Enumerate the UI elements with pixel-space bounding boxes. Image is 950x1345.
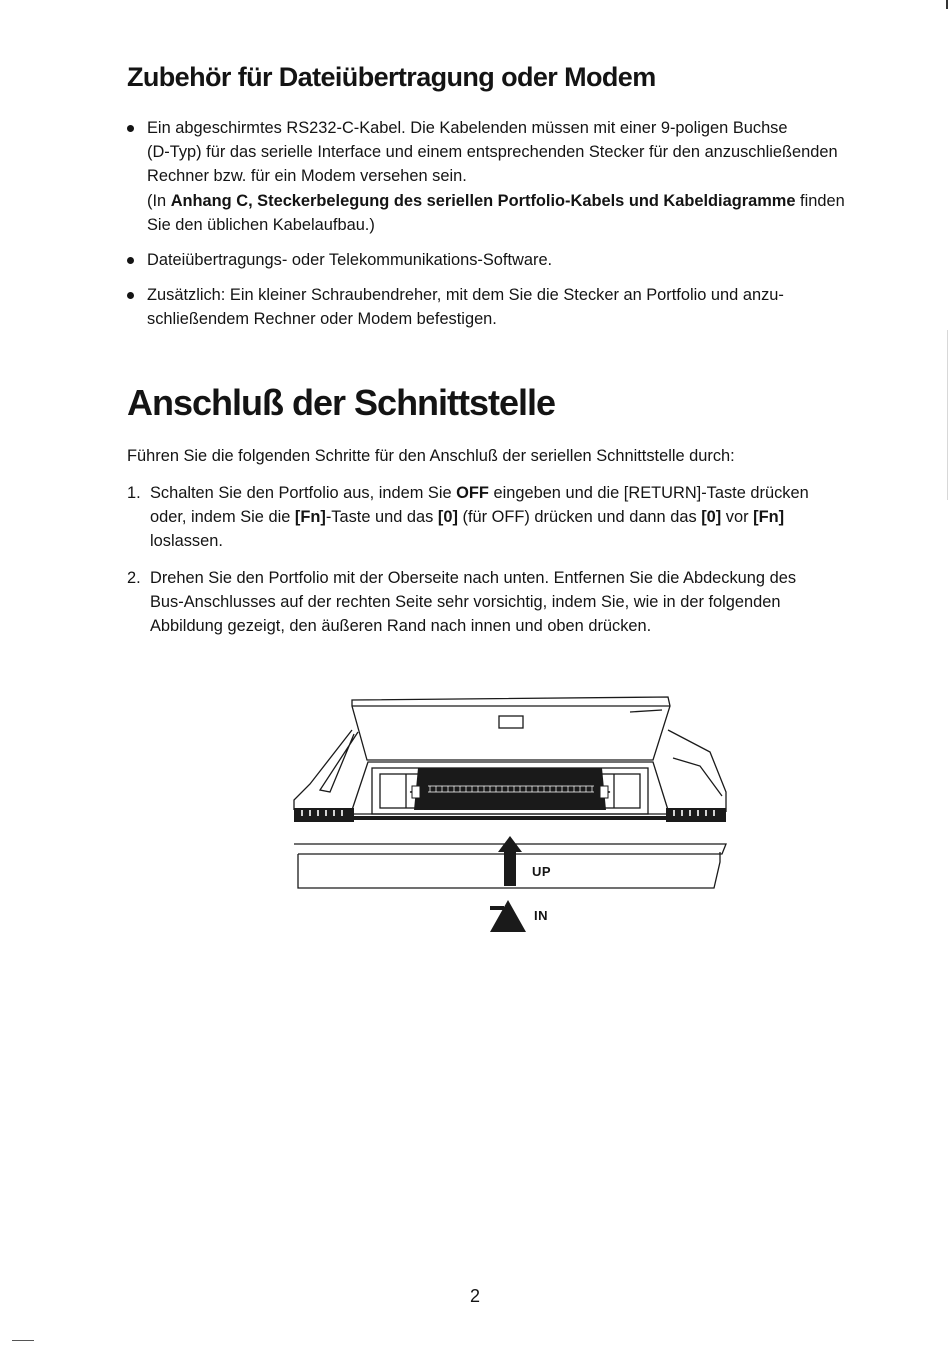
step-1-text-b: eingeben und die [RETURN]-Taste drücken xyxy=(488,484,809,502)
step-1-text-c: oder, indem Sie die xyxy=(150,508,295,527)
cable-line-3: Rechner bzw. für ein Modem versehen sein. xyxy=(147,167,467,186)
step-1-zero-key: [0] xyxy=(437,508,458,527)
arrow-in-icon xyxy=(490,900,526,932)
step-2-line-2: Bus-Anschlusses auf der rechten Seite sehr vorsichtig, indem Sie, wie in der folgenden xyxy=(150,592,781,611)
label-up: UP xyxy=(532,864,552,879)
page-number: 2 xyxy=(469,1286,480,1306)
cable-line-1: Ein abgeschirmtes RS232-C-Kabel. Die Kabelenden müssen mit einer 9-poligen Buchse xyxy=(147,119,788,137)
cable-note-after: finden xyxy=(795,191,845,210)
step-1-text-d: -Taste und das xyxy=(325,508,438,527)
step-2 xyxy=(127,566,872,639)
step-1-text-e: (für OFF) drücken und dann das xyxy=(457,508,702,527)
label-in: IN xyxy=(534,908,548,923)
step-2-line-3: Abbildung gezeigt, den äußeren Rand nach innen und oben drücken. xyxy=(150,617,652,636)
list-item-cable xyxy=(127,116,897,237)
accessories-list xyxy=(127,116,897,343)
list-item-screwdriver xyxy=(127,283,897,331)
step-1-fn-key-release: [Fn] xyxy=(753,508,785,527)
scan-edge-line xyxy=(947,330,948,500)
step-1-text-a: Schalten Sie den Portfolio aus, indem Sie xyxy=(150,484,457,502)
steps-intro: Führen Sie die folgenden Schritte für den Anschluß der seriellen Schnittstelle durch: xyxy=(127,447,735,465)
screwdriver-line-1: Zusätzlich: Ein kleiner Schraubendreher, mit dem Sie die Stecker an Portfolio und anzu- xyxy=(147,286,784,305)
steps-list xyxy=(127,481,872,650)
cable-line-2: (D-Typ) für das serielle Interface und einem entsprechenden Stecker für den anzuschließenden xyxy=(147,143,838,162)
step-1-number: 1. xyxy=(127,484,141,502)
step-2-line-1: Drehen Sie den Portfolio mit der Oberseite nach unten. Entfernen Sie die Abdeckung des xyxy=(150,568,797,587)
section-heading-interface-connection: Anschluß der Schnittstelle xyxy=(127,382,556,423)
step-1-fn-key: [Fn] xyxy=(294,508,326,527)
screwdriver-line-2: schließendem Rechner oder Modem befestigen. xyxy=(147,310,497,329)
step-1-zero-key-release: [0] xyxy=(701,508,722,527)
step-1-text-g: loslassen. xyxy=(150,532,223,551)
portfolio-device-drawing xyxy=(290,692,730,940)
scan-corner-mark xyxy=(12,1340,34,1341)
scan-edge-mark xyxy=(946,0,948,9)
bus-cover-removal-illustration xyxy=(290,692,730,940)
cable-note-appendix-reference: Anhang C, Steckerbelegung des seriellen Portfolio-Kabels und Kabeldiagramme xyxy=(170,191,796,210)
step-2-number: 2. xyxy=(127,568,141,587)
cable-note-line-2: Sie den üblichen Kabelaufbau.) xyxy=(147,215,375,234)
step-1-off-key: OFF xyxy=(456,484,489,502)
section-heading-accessories: Zubehör für Dateiübertragung oder Modem xyxy=(127,62,656,92)
step-1-text-f: vor xyxy=(721,508,754,527)
step-1 xyxy=(127,481,872,554)
cable-note-open: (In xyxy=(147,191,171,210)
software-text: Dateiübertragungs- oder Telekommunikations-Software. xyxy=(147,251,553,270)
list-item-software xyxy=(127,248,897,272)
